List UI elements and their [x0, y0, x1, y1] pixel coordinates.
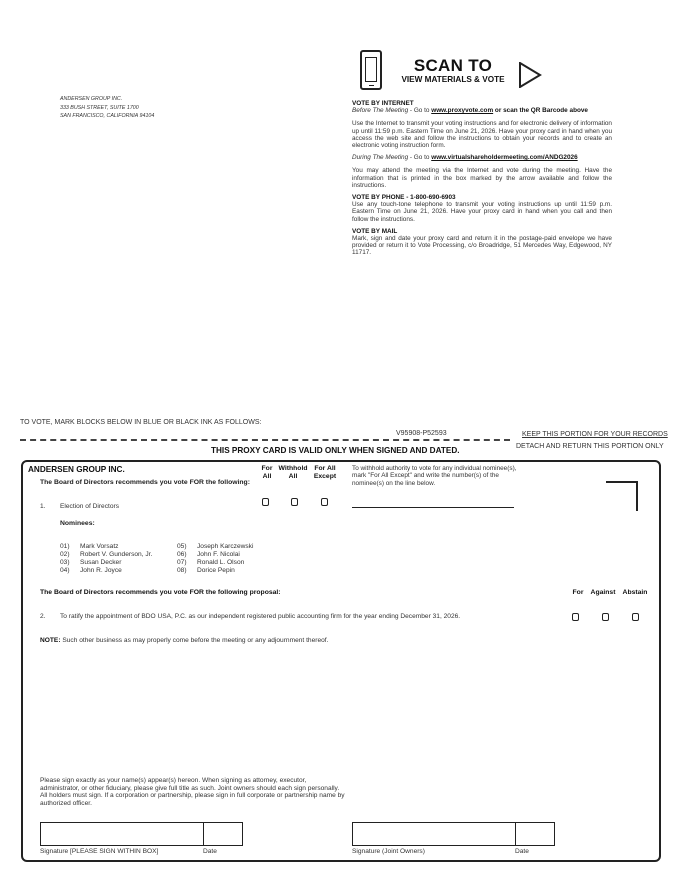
scan-title: SCAN TO	[413, 56, 493, 75]
board-recommendation-1: The Board of Directors recommends you vote FOR the following:	[40, 479, 250, 486]
note-label: NOTE:	[40, 637, 61, 644]
nominee-row: 01) Mark Vorsatz	[60, 543, 119, 550]
joint-date-label: Date	[515, 848, 529, 855]
before-goto: - Go to	[408, 107, 432, 115]
signature-label: Signature [PLEASE SIGN WITHIN BOX]	[40, 848, 159, 855]
date-box[interactable]	[203, 822, 243, 846]
column-header-for-all-except	[310, 465, 340, 480]
nominee-list-right	[177, 543, 253, 575]
crop-corner-mark	[606, 481, 638, 511]
item-1-number: 1.	[40, 503, 46, 510]
withhold-all-checkbox[interactable]	[291, 498, 298, 506]
note-text: Such other business as may properly come before the meeting or any adjournment thereof.	[60, 637, 329, 644]
for-all-line-1: For	[261, 465, 273, 472]
nominees-label: Nominees:	[60, 520, 95, 527]
note	[40, 637, 328, 644]
address-line-2: 333 BUSH STREET, SUITE 1700	[60, 104, 139, 111]
nominee-row: 07) Ronald L. Olson	[177, 559, 245, 566]
during-goto: - Go to	[408, 154, 432, 162]
mobile-phone-icon	[360, 50, 382, 90]
date-label: Date	[203, 848, 217, 855]
virtual-meeting-link[interactable]: www.virtualshareholdermeeting.com/ANDG2026	[431, 154, 578, 162]
card-company-name: ANDERSEN GROUP INC.	[28, 465, 125, 474]
column-header-for: For	[572, 589, 584, 596]
for-all-except-line-2: Except	[313, 472, 337, 480]
proposal-2-against-checkbox[interactable]	[602, 613, 609, 621]
before-meeting-label: Before The Meeting	[352, 107, 409, 115]
nominee-row: 03) Susan Decker	[60, 559, 122, 566]
address-line-1: ANDERSEN GROUP INC.	[60, 96, 123, 102]
mail-text: Mark, sign and date your proxy card and return it in the postage-paid envelope we have provided or return it to Vote Processing, c/o Broadridge, 51 Mercedes Way, Edgewood, NY 11717.	[352, 235, 612, 257]
proposal-2-text: To ratify the appointment of BDO USA, P.C. as our independent registered public accounting firm for the year ending December 31, 2026.	[60, 613, 461, 620]
withhold-instruction: To withhold authority to vote for any individual nominee(s), mark "For All Except" and write the number(s) of the nominee(s) on the line below.	[352, 465, 517, 487]
withhold-all-line-2: All	[288, 472, 298, 480]
joint-date-box[interactable]	[515, 822, 555, 846]
column-header-against: Against	[590, 589, 616, 596]
phone-heading: VOTE BY PHONE - 1-800-690-6903	[352, 194, 456, 202]
before-meeting-text: Use the Internet to transmit your voting instructions and for electronic delivery of information up until 11:59 p.m. Eastern Time on June 21, 2026. Have your proxy card in hand when you access the web site and follow the instructions to obtain your records and to create an electronic voting instruction form.	[352, 120, 612, 150]
before-tail: or scan the QR Barcode above	[493, 107, 588, 115]
to-vote-instruction: TO VOTE, MARK BLOCKS BELOW IN BLUE OR BLACK INK AS FOLLOWS:	[20, 419, 262, 426]
for-all-checkbox[interactable]	[262, 498, 269, 506]
internet-heading: VOTE BY INTERNET	[352, 100, 414, 107]
mail-heading: VOTE BY MAIL	[352, 227, 398, 235]
proxyvote-link[interactable]: www.proxyvote.com	[431, 107, 494, 115]
proposal-2-number: 2.	[40, 613, 46, 620]
company-address	[60, 95, 154, 121]
withhold-nominee-line[interactable]	[352, 507, 514, 508]
for-all-line-2: All	[262, 472, 272, 480]
nominee-row: 05) Joseph Karczewski	[177, 543, 254, 550]
signing-instructions: Please sign exactly as your name(s) appear(s) hereon. When signing as attorney, executor, administrator, or other fiduciary, please give full title as such. Joint owners should each sign personally. All holders must sign. If a corporation or partnership, please sign in full corporate or partnership name by authorized officer.	[40, 777, 345, 807]
nominee-row: 02) Robert V. Gunderson, Jr.	[60, 551, 153, 558]
detach-cut-line	[20, 439, 510, 441]
column-header-abstain: Abstain	[622, 589, 648, 596]
control-number: V95908-P52593	[396, 430, 447, 437]
board-recommendation-2: The Board of Directors recommends you vote FOR the following proposal:	[40, 589, 281, 596]
nominee-list-left	[60, 543, 152, 575]
column-header-for-all	[258, 465, 276, 480]
nominee-row: 04) John R. Joyce	[60, 567, 122, 574]
nominee-row: 08) Dorice Pepin	[177, 567, 235, 574]
withhold-all-line-1: Withhold	[278, 465, 308, 472]
during-meeting-label: During The Meeting	[352, 154, 409, 162]
play-arrow-icon	[518, 62, 542, 88]
scan-subtitle: VIEW MATERIALS & VOTE	[401, 75, 505, 84]
for-all-except-checkbox[interactable]	[321, 498, 328, 506]
scan-banner	[360, 50, 550, 96]
voting-instructions	[352, 100, 612, 262]
joint-signature-label: Signature (Joint Owners)	[352, 848, 425, 855]
during-meeting-text: You may attend the meeting via the Internet and vote during the meeting. Have the information that is printed in the box marked by the arrow available and follow the instructions.	[352, 167, 612, 189]
for-all-except-line-1: For All	[314, 465, 336, 472]
detach-portion-label: DETACH AND RETURN THIS PORTION ONLY	[516, 443, 664, 450]
address-line-3: SAN FRANCISCO, CALIFORNIA 94104	[60, 113, 155, 119]
phone-text: Use any touch-tone telephone to transmit your voting instructions up until 11:59 p.m. Eastern Time on June 21, 2026. Have your proxy card in hand when you call and then follow the instructions.	[352, 201, 612, 223]
proposal-2-abstain-checkbox[interactable]	[632, 613, 639, 621]
proposal-2-for-checkbox[interactable]	[572, 613, 579, 621]
keep-portion-label: KEEP THIS PORTION FOR YOUR RECORDS	[522, 431, 668, 438]
joint-signature-box[interactable]	[352, 822, 516, 846]
nominee-row: 06) John F. Nicolai	[177, 551, 240, 558]
item-1-text: Election of Directors	[60, 503, 119, 510]
column-header-withhold-all	[276, 465, 310, 480]
proxy-valid-notice: THIS PROXY CARD IS VALID ONLY WHEN SIGNED AND DATED.	[211, 446, 460, 455]
signature-box[interactable]	[40, 822, 204, 846]
